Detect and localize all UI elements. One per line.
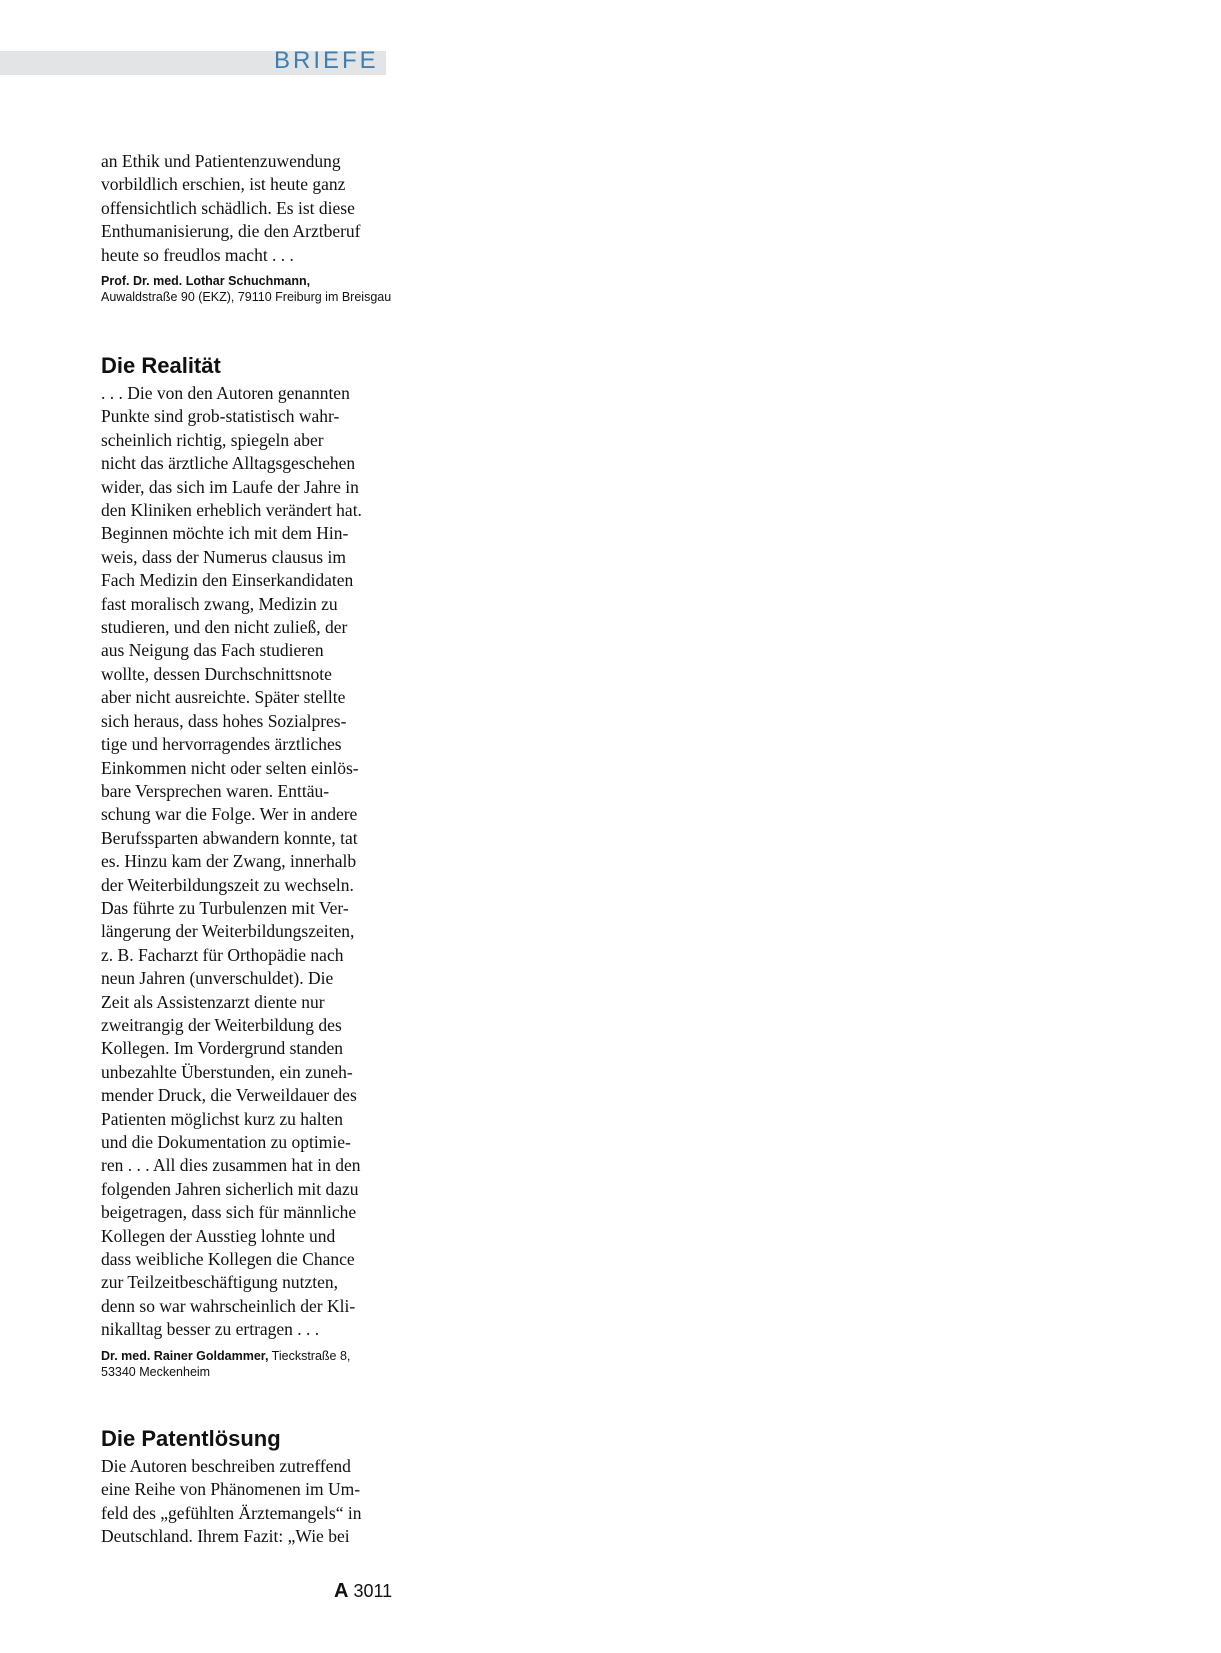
letter-2 bbox=[101, 352, 391, 1380]
body-line: und die Dokumentation zu optimie- bbox=[101, 1132, 351, 1152]
body-line: längerung der Weiterbildungszeiten, bbox=[101, 921, 355, 942]
body-line: Fach Medizin den Einserkandidaten bbox=[101, 570, 354, 591]
body-line: nikalltag besser zu ertragen . . . bbox=[101, 1319, 320, 1340]
author-name: Prof. Dr. med. Lothar Schuchmann, bbox=[101, 274, 311, 289]
body-line: den Kliniken erheblich verändert hat. bbox=[101, 500, 362, 521]
body-line: mender Druck, die Verweildauer des bbox=[101, 1085, 357, 1106]
letter-heading: Die Patentlösung bbox=[101, 1426, 281, 1451]
body-line: es. Hinzu kam der Zwang, innerhalb bbox=[101, 851, 357, 872]
body-line: Beginnen möchte ich mit dem Hin- bbox=[101, 523, 349, 544]
page-value: 3011 bbox=[353, 1581, 393, 1601]
body-line: der Weiterbildungszeit zu wechseln. bbox=[101, 874, 354, 895]
body-line: Patienten möglichst kurz zu halten bbox=[101, 1108, 344, 1129]
body-line: Einkommen nicht oder selten einlös- bbox=[101, 757, 359, 778]
author-address: Tieckstraße 8, bbox=[268, 1348, 351, 1363]
body-line: Kollegen der Ausstieg lohnte und bbox=[101, 1225, 336, 1246]
body-line: wider, das sich im Laufe der Jahre in bbox=[101, 476, 359, 497]
letter-1-signature bbox=[101, 273, 391, 305]
body-line: Punkte sind grob-statistisch wahr- bbox=[101, 406, 340, 427]
letter-1-body bbox=[101, 150, 391, 267]
body-line: tige und hervorragendes ärztliches bbox=[101, 734, 342, 755]
body-line: bare Versprechen waren. Enttäu- bbox=[101, 780, 330, 801]
page-prefix: A bbox=[334, 1580, 349, 1602]
body-line: studieren, und den nicht zuließ, der bbox=[101, 617, 348, 638]
body-line: aber nicht ausreichte. Später stellte bbox=[101, 687, 346, 708]
body-line: zur Teilzeitbeschäftigung nutzten, bbox=[101, 1272, 339, 1293]
author-name: Dr. med. Rainer Goldammer, bbox=[101, 1348, 269, 1363]
body-line: wollte, dessen Durchschnittsnote bbox=[101, 663, 332, 684]
body-line: schung war die Folge. Wer in andere bbox=[101, 804, 358, 825]
body-line: z. B. Facharzt für Orthopädie nach bbox=[101, 944, 344, 965]
body-line: feld des „gefühlten Ärztemangels“ in bbox=[101, 1502, 362, 1523]
body-line: fast moralisch zwang, Medizin zu bbox=[101, 593, 338, 614]
body-line: Die Autoren beschreiben zutreffend bbox=[101, 1456, 351, 1476]
body-line: folgenden Jahren sicherlich mit dazu bbox=[101, 1178, 359, 1199]
body-line: Zeit als Assistenzarzt diente nur bbox=[101, 991, 325, 1012]
body-line: Kollegen. Im Vordergrund standen bbox=[101, 1038, 344, 1059]
author-address-city: 53340 Meckenheim bbox=[101, 1364, 211, 1379]
body-line: heute so freudlos macht . . . bbox=[101, 244, 294, 265]
body-line: unbezahlte Überstunden, ein zuneh- bbox=[101, 1061, 353, 1082]
letter-heading: Die Realität bbox=[101, 353, 221, 378]
body-line: Deutschland. Ihrem Fazit: „Wie bei bbox=[101, 1526, 350, 1547]
body-line: vorbildlich erschien, ist heute ganz bbox=[101, 174, 346, 195]
letter-2-signature bbox=[101, 1348, 391, 1380]
body-line: zweitrangig der Weiterbildung des bbox=[101, 1014, 342, 1035]
body-line: denn so war wahrscheinlich der Kli- bbox=[101, 1295, 356, 1316]
body-line: offensichtlich schädlich. Es ist diese bbox=[101, 197, 355, 218]
body-line: scheinlich richtig, spiegeln aber bbox=[101, 429, 324, 450]
letter-2-body bbox=[101, 382, 391, 1342]
body-line: weis, dass der Numerus clausus im bbox=[101, 546, 346, 567]
body-line: neun Jahren (unverschuldet). Die bbox=[101, 968, 334, 989]
body-line: Das führte zu Turbulenzen mit Ver- bbox=[101, 897, 349, 918]
body-line: eine Reihe von Phänomenen im Um- bbox=[101, 1479, 361, 1500]
body-line: beigetragen, dass sich für männliche bbox=[101, 1202, 357, 1223]
body-line: Berufssparten abwandern konnte, tat bbox=[101, 827, 358, 848]
section-title: BRIEFE bbox=[274, 47, 379, 74]
body-line: aus Neigung das Fach studieren bbox=[101, 640, 324, 661]
author-address: Auwaldstraße 90 (EKZ), 79110 Freiburg im Breisgau bbox=[101, 290, 392, 305]
body-line: sich heraus, dass hohes Sozialpres- bbox=[101, 710, 347, 731]
body-line: Enthumanisierung, die den Arztberuf bbox=[101, 221, 361, 242]
body-line: nicht das ärztliche Alltagsgeschehen bbox=[101, 453, 356, 474]
page-number bbox=[334, 1580, 392, 1603]
body-line: ren . . . All dies zusammen hat in den bbox=[101, 1155, 361, 1176]
body-line: dass weibliche Kollegen die Chance bbox=[101, 1249, 355, 1270]
body-line: an Ethik und Patientenzuwendung bbox=[101, 151, 341, 171]
body-line: . . . Die von den Autoren genannten bbox=[101, 383, 350, 403]
letter-3 bbox=[101, 1425, 391, 1549]
letter-3-body bbox=[101, 1455, 391, 1549]
letter-1 bbox=[101, 150, 391, 305]
